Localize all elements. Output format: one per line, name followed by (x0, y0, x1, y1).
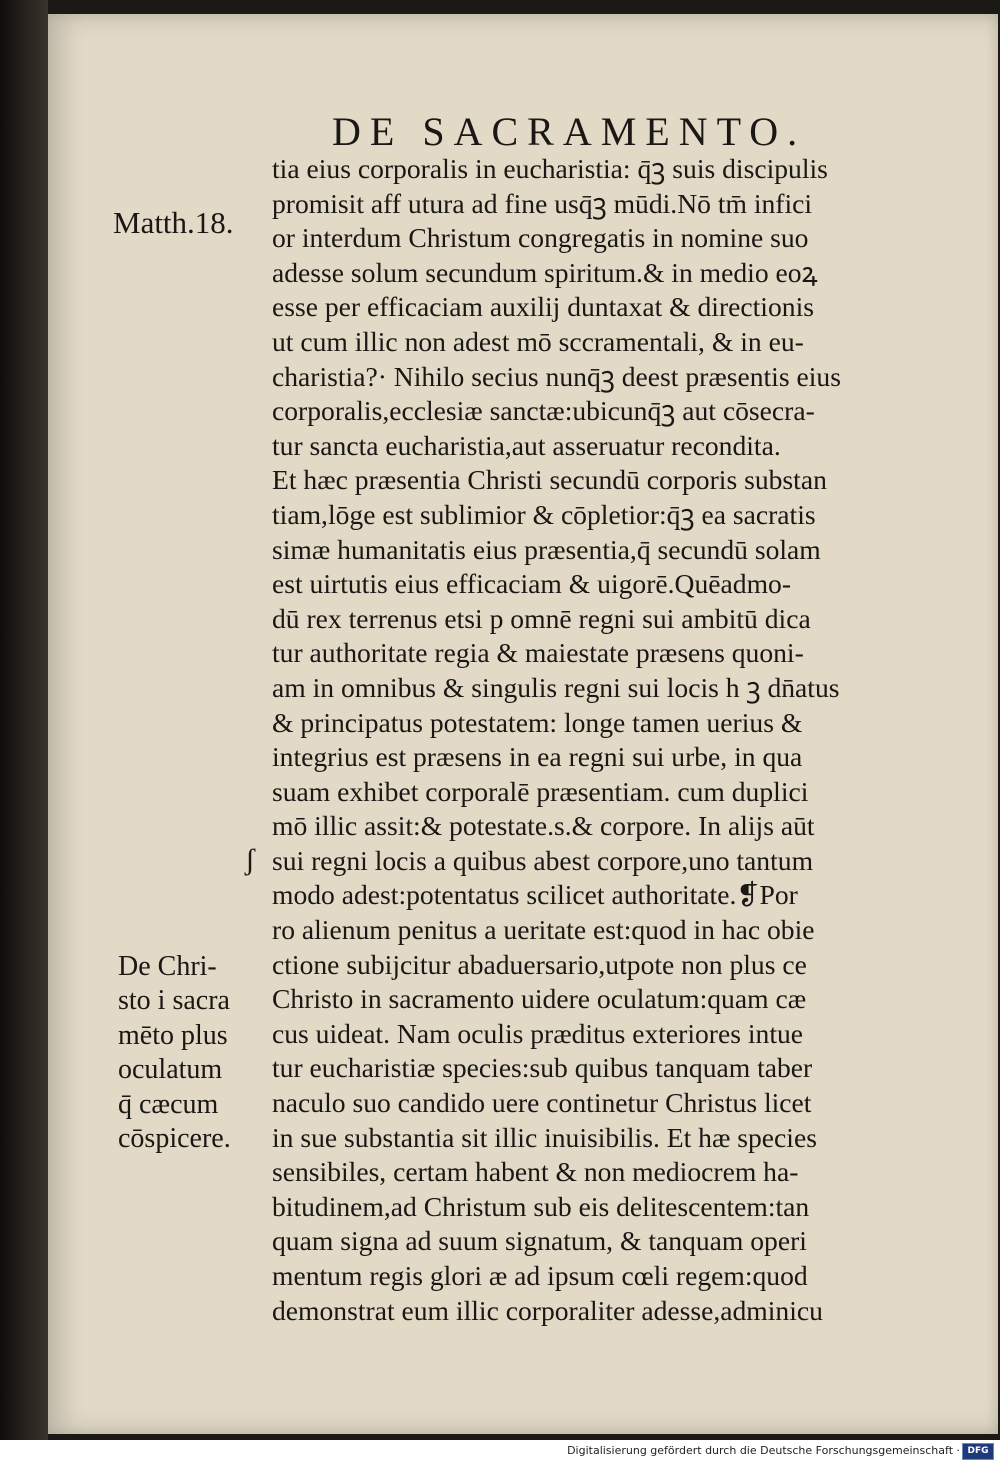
text-line: mō illic assit:& potestate.s.& corpore. In alijs aūt (272, 810, 815, 842)
text-line: tia eius corporalis in eucharistia: q̄ꝫ suis discipulis (272, 153, 828, 184)
text-line: sui regni locis a quibus abest corpore,uno tantum (272, 844, 814, 876)
text-line: esse per efficaciam auxilij duntaxat & directionis (272, 291, 814, 323)
text-line: suam exhibet corporalē præsentiam. cum duplici (272, 775, 809, 807)
text-line: ro alienum penitus a ueritate est:quod in hac obie (272, 914, 815, 946)
text-line: tiam,lōge est sublimior & cōpletior:q̄ꝫ ea sacratis (272, 498, 816, 530)
book-spine (0, 0, 48, 1440)
text-line: est uirtutis eius efficaciam & uigorē.Quēadmo- (272, 568, 792, 600)
gloss-line: oculatum (118, 1054, 223, 1086)
body-text (272, 152, 964, 1328)
text-line: charistia?· Nihilo secius nunq̄ꝫ deest præsentis eius (272, 360, 841, 392)
text-line: corporalis,ecclesiæ sanctæ:ubicunq̄ꝫ aut cōsecra- (272, 395, 815, 427)
text-line: bitudinem,ad Christum sub eis delitescentem:tan (272, 1190, 810, 1222)
footer-credit: Digitalisierung gefördert durch die Deutsche Forschungsgemeinschaft · (567, 1444, 960, 1457)
text-line: modo adest:potentatus scilicet authoritate.❡Por (272, 879, 798, 911)
text-line: tur sancta eucharistia,aut asseruatur recondita. (272, 429, 781, 461)
text-line: adesse solum secundum spiritum.& in medio eoꝝ (272, 256, 818, 288)
text-line: ctione subijcitur abaduersario,utpote non plus ce (272, 948, 807, 980)
text-line: dū rex terrenus etsi p omnē regni sui ambitū dica (272, 602, 811, 634)
text-line: promisit aff utura ad fine usq̄ꝫ mūdi.Nō tm̄ infici (272, 187, 813, 219)
text-line: integrius est præsens in ea regni sui urbe, in qua (272, 741, 803, 773)
text-line: cus uideat. Nam oculis præditus exteriores intue (272, 1017, 804, 1049)
gloss-line: De Chri- (118, 951, 217, 982)
text-line: tur authoritate regia & maiestate præsens quoni- (272, 637, 804, 669)
running-title: DE SACRAMENTO. (332, 109, 807, 154)
gloss-line: sto i sacra (118, 985, 230, 1017)
margin-reference: Matth.18. (113, 205, 234, 240)
margin-gloss (118, 950, 268, 1156)
gloss-line: cōspicere. (118, 1123, 231, 1155)
text-line: mentum regis glori æ ad ipsum cœli regem:quod (272, 1260, 808, 1291)
text-line: or interdum Christum congregatis in nomine suo (272, 222, 809, 254)
text-line: quam signa ad suum signatum, & tanquam operi (272, 1225, 807, 1257)
dfg-logo: DFG (962, 1443, 994, 1460)
text-line: ut cum illic non adest mō sccramentali, & in eu- (272, 325, 804, 357)
gloss-line: q̄ cæcum (118, 1088, 219, 1120)
margin-mark: ʃ (245, 843, 255, 876)
text-line: Christo in sacramento uidere oculatum:quam cæ (272, 983, 807, 1015)
text-line: sensibiles, certam habent & non mediocrem ha- (272, 1156, 799, 1188)
text-line: in sue substantia sit illic inuisibilis. Et hæ species (272, 1121, 817, 1153)
gloss-line: mēto plus (118, 1019, 228, 1051)
text-line: simæ humanitatis eius præsentia,q̄ secundū solam (272, 533, 821, 565)
text-line: am in omnibus & singulis regni sui locis h ꝫ dn̄atus (272, 671, 840, 703)
text-line: Et hæc præsentia Christi secundū corporis substan (272, 464, 827, 496)
text-line: & principatus potestatem: longe tamen uerius & (272, 706, 803, 738)
text-line: naculo suo candido uere continetur Christus licet (272, 1087, 812, 1119)
text-line: demonstrat eum illic corporaliter adesse,adminicu (272, 1294, 823, 1326)
text-line: tur eucharistiæ species:sub quibus tanquam taber (272, 1052, 813, 1084)
